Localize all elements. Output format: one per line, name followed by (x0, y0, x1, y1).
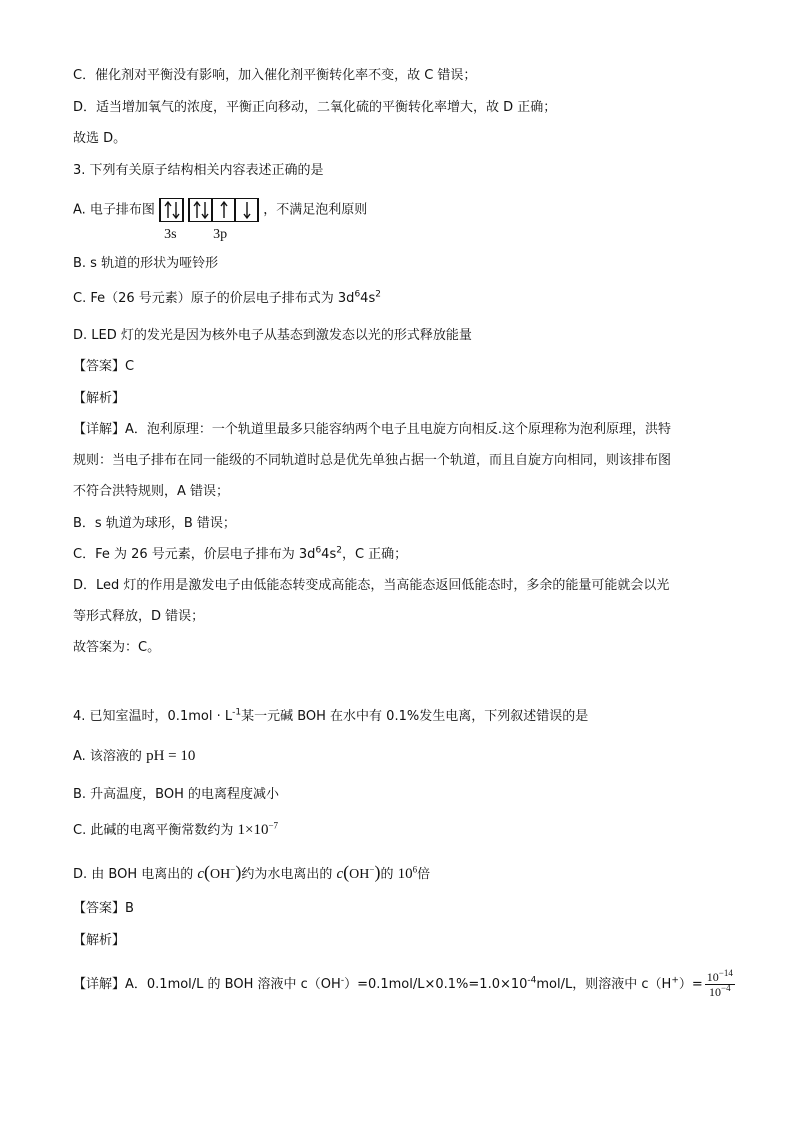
up-down-arrows-icon (192, 200, 210, 220)
explanation-line: D．Led 灯的作用是激发电子由低能态转变成高能态，当高能态返回低能态时，多余的能量可能就会以光 (73, 578, 670, 593)
orbital-box (235, 198, 258, 222)
question-3-option-c: C. Fe（26 号元素）原子的价层电子排布式为 $3d^64s^2$ (73, 289, 381, 306)
explanation-line: C．Fe 为 26 号元素，价层电子排布为 $3d^64s^2$，C 正确； (73, 545, 408, 562)
question-4-option-b: B. 升高温度，BOH 的电离程度减小 (73, 787, 280, 802)
orbital-label-3p: 3p (213, 227, 228, 242)
question-4-option-c: C. 此碱的电离平衡常数约为 $1\times 10^{-7}$ (73, 820, 279, 838)
orbital-box (189, 198, 212, 222)
up-down-arrows-icon (163, 200, 181, 220)
question-3-title: 3. 下列有关原子结构相关内容表述正确的是 (73, 163, 324, 178)
explanation-line: 规则：当电子排布在同一能级的不同轨道时总是优先单独占据一个轨道，而且自旋方向相同，则该排布图 (73, 453, 672, 468)
text-line: C．催化剂对平衡没有影响，加入催化剂平衡转化率不变，故 C 错误； (73, 68, 477, 83)
question-3-option-b: B. s 轨道的形状为哑铃形 (73, 256, 219, 271)
text-line: D．适当增加氧气的浓度，平衡正向移动，二氧化硫的平衡转化率增大，故 D 正确； (73, 100, 557, 115)
question-4-option-a: A. 该溶液的 pH = 10 (73, 748, 196, 764)
question-3-option-d: D. LED 灯的发光是因为核外电子从基态到激发态以光的形式释放能量 (73, 328, 472, 343)
up-arrow-icon (215, 200, 233, 220)
fraction: $\frac{10^{-14}}{10^{-4}}$ (706, 968, 733, 999)
explanation-line: 等形式释放，D 错误； (73, 609, 205, 624)
down-arrow-icon (238, 200, 256, 220)
answer-label: 【答案】B (73, 901, 134, 916)
explanation-line: B．s 轨道为球形，B 错误； (73, 516, 236, 531)
analysis-label: 【解析】 (73, 933, 126, 948)
option-a-suffix: ，不满足泡利原则 (263, 202, 368, 218)
text-line: 故选 D。 (73, 131, 127, 146)
question-3-option-a (73, 198, 368, 242)
question-4-option-d: D. 由 BOH 电离出的 c(OH−)约为水电离出的 c(OH−)的 $10^6$倍 (73, 862, 431, 882)
explanation-line: 不符合洪特规则，A 错误； (73, 484, 230, 499)
explanation-line: 故答案为：C。 (73, 640, 161, 655)
orbital-box (160, 198, 183, 222)
option-a-text: A. 电子排布图 (73, 202, 155, 218)
orbital-diagram (159, 198, 259, 242)
analysis-label: 【解析】 (73, 391, 126, 406)
orbital-label-3s: 3s (164, 227, 177, 242)
question-4-title: 4. 已知室温时，$0.1mol \cdot L^{-1}$某一元碱 BOH 在水中有 0.1%发生电离，下列叙述错误的是 (73, 707, 589, 724)
explanation-line: 【详解】A．0.1mol/L 的 BOH 溶液中 $c(OH^-)=0.1mol/L\times 0.1\%=1.0\times 10^{-4}mol/L$，则溶液中 c（H+）= $\frac{10^{-14}}{10^{-4}}$ (73, 968, 733, 999)
answer-label: 【答案】C (73, 359, 135, 374)
orbital-box (212, 198, 235, 222)
explanation-line: 【详解】A．泡利原理：一个轨道里最多只能容纳两个电子且电旋方向相反.这个原理称为泡利原理，洪特 (73, 422, 672, 437)
